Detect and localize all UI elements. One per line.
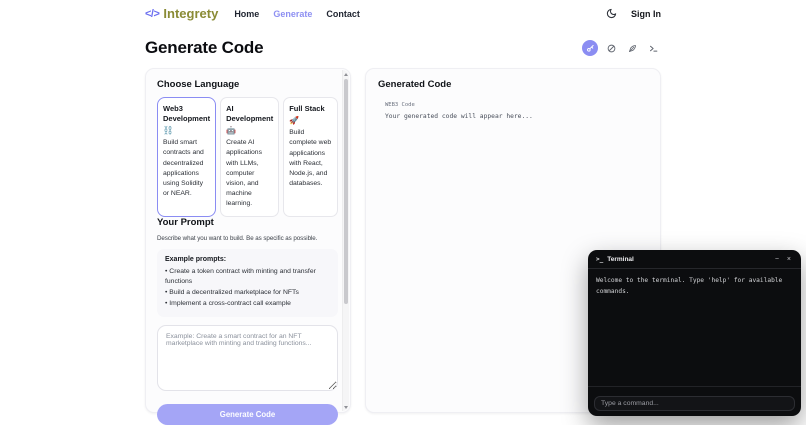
main-nav: [234, 9, 360, 19]
app-header: [0, 0, 806, 27]
scroll-down-arrow[interactable]: [343, 403, 349, 411]
language-card-ai[interactable]: [220, 97, 279, 217]
choose-language-panel: [145, 68, 351, 420]
feather-icon: [628, 44, 637, 53]
key-icon-button[interactable]: [582, 40, 598, 56]
card-description: Build complete web applications with React, Node.js, and databases.: [289, 129, 332, 188]
terminal-window: [588, 250, 801, 416]
rocket-emoji-icon: 🚀: [289, 116, 300, 126]
key-icon: [586, 44, 595, 53]
robot-emoji-icon: 🤖: [226, 126, 237, 136]
code-placeholder-text: Your generated code will appear here...: [385, 113, 533, 120]
code-brackets-icon: </>: [145, 7, 160, 20]
code-language-label: WEB3 Code: [385, 102, 415, 108]
terminal-command-input[interactable]: [594, 396, 795, 411]
terminal-input-bar: [588, 386, 801, 416]
example-prompt: • Create a token contract with minting and transfer functions: [165, 267, 330, 289]
language-card-fullstack[interactable]: [283, 97, 338, 217]
terminal-close-button[interactable]: ×: [786, 255, 791, 263]
example-prompt: • Build a decentralized marketplace for NFTs: [165, 288, 330, 299]
card-description: Build smart contracts and decentralized applications using Solidity or NEAR.: [163, 139, 204, 198]
prompt-subtitle: Describe what you want to build. Be as specific as possible.: [157, 234, 318, 242]
language-cards: [157, 97, 338, 217]
generated-code-title: Generated Code: [378, 79, 452, 90]
terminal-icon-button[interactable]: [645, 40, 661, 56]
page-toolbar: [582, 40, 661, 56]
sign-in-link[interactable]: Sign In: [631, 8, 661, 19]
your-prompt-title: Your Prompt: [157, 216, 214, 228]
example-prompts-box: [157, 249, 338, 318]
main-content: [145, 38, 661, 420]
terminal-title: Terminal: [607, 255, 634, 263]
scroll-up-arrow[interactable]: [343, 70, 349, 78]
terminal-titlebar[interactable]: [588, 250, 801, 269]
nav-link-home[interactable]: Home: [234, 8, 260, 19]
logo[interactable]: [145, 6, 218, 21]
logo-text: Integrety: [163, 6, 219, 21]
card-description: Create AI applications with LLMs, computer vision, and machine learning.: [226, 139, 262, 208]
nav-link-generate[interactable]: Generate: [273, 8, 313, 19]
theme-toggle-button[interactable]: [603, 6, 619, 22]
terminal-icon: [649, 44, 658, 53]
choose-language-title: Choose Language: [157, 79, 240, 90]
feather-icon-button[interactable]: [624, 40, 640, 56]
terminal-prompt-icon: >_: [596, 255, 604, 263]
moon-icon: [606, 8, 617, 19]
terminal-minimize-button[interactable]: −: [774, 255, 779, 263]
card-title: Web3 Development: [163, 104, 211, 124]
chain-emoji-icon: ⛓️: [163, 126, 173, 136]
terminal-output: Welcome to the terminal. Type 'help' for available commands.: [596, 277, 783, 295]
slash-circle-icon-button[interactable]: [603, 40, 619, 56]
card-title: Full Stack: [289, 104, 325, 113]
slash-circle-icon: [607, 44, 616, 53]
code-block: [378, 97, 648, 125]
scrollbar-thumb[interactable]: [344, 79, 348, 304]
language-card-web3[interactable]: [157, 97, 216, 217]
page-title: Generate Code: [145, 38, 264, 57]
example-prompt: • Implement a cross-contract call example: [165, 299, 330, 310]
prompt-textarea[interactable]: [157, 325, 338, 391]
example-prompts-label: Example prompts:: [165, 255, 227, 263]
nav-link-contact[interactable]: Contact: [326, 8, 360, 19]
generate-code-button[interactable]: Generate Code: [157, 404, 338, 425]
card-title: AI Development: [226, 104, 274, 124]
panel-scrollbar[interactable]: [342, 70, 349, 411]
